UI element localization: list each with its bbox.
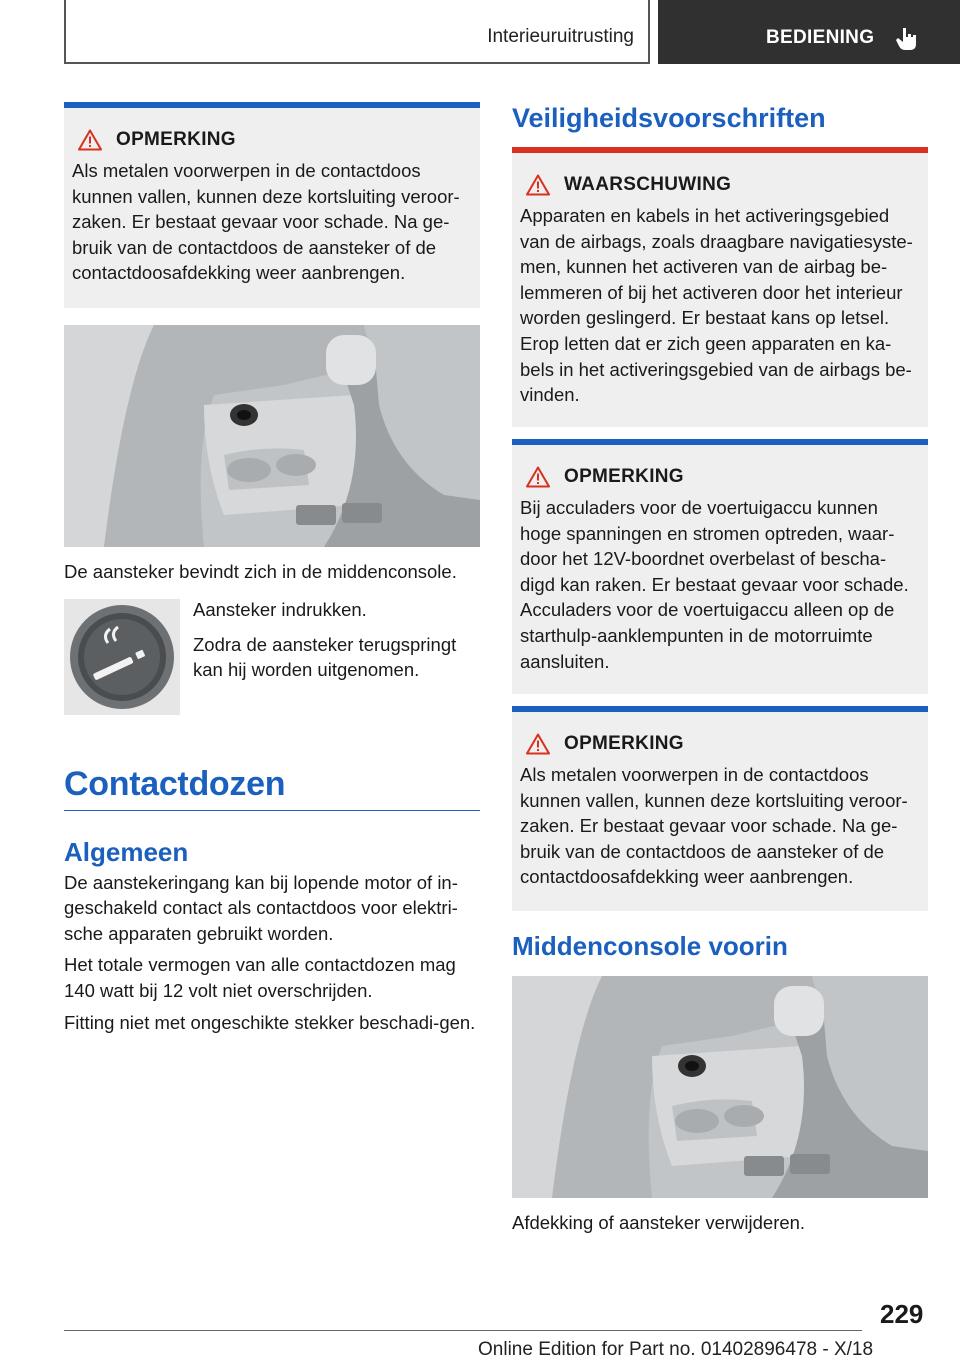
warning-label: WAARSCHUWING [564, 174, 732, 195]
note-label: OPMERKING [116, 129, 236, 150]
subheading-middenconsole-voorin: Middenconsole voorin [512, 931, 788, 961]
header-section-tab [64, 0, 650, 64]
heading-contactdozen: Contactdozen [64, 765, 480, 811]
console-illustration [64, 325, 480, 547]
warning-box [512, 147, 928, 427]
paragraph-3: Fitting niet met ongeschikte stekker beschadi-gen. [64, 1011, 476, 1033]
photo-caption: De aansteker bevindt zich in de middenconsole. [64, 561, 457, 582]
header-section-title: Interieuruitrusting [487, 26, 634, 47]
step-remove-lighter: Zodra de aansteker terugspringt kan hij worden uitgenomen. [193, 633, 457, 681]
page-number: 229 [880, 1299, 924, 1329]
warning-triangle-icon [526, 466, 550, 488]
note-header [72, 128, 472, 152]
note-header [520, 732, 920, 756]
lighter-photo [64, 599, 180, 715]
header-chapter-title: BEDIENING [766, 27, 875, 48]
footer-divider [64, 1330, 862, 1331]
note-header [520, 465, 920, 489]
photo-caption-2: Afdekking of aansteker verwijderen. [512, 1212, 806, 1233]
step-press-lighter: Aansteker indrukken. [193, 598, 367, 620]
note-text: Als metalen voorwerpen in de contactdoos kunnen vallen, kunnen deze kortsluiting veroor-zaken. Er bestaat gevaar voor schade. Na ge-bruik van de contactdoos de aansteker of de contactdoosafdekking weer aanbrengen. [520, 764, 908, 888]
paragraph-1: De aanstekeringang kan bij lopende motor of in-geschakeld contact als contactdoos voor elektri-sche apparaten gebruikt worden. [64, 871, 458, 944]
paragraph-2: Het totale vermogen van alle contactdozen mag 140 watt bij 12 volt niet overschrijden. [64, 954, 456, 1001]
note-text: Bij acculaders voor de voertuigaccu kunnen hoge spanningen en stromen optreden, waar-door het 12V-boordnet overbelast of bescha-digd kan raken. Er bestaat gevaar voor schade. Acculaders voor de voertuigaccu alleen op de starthulp-aanklempunten in de motorruimte aansluiten. [520, 497, 909, 672]
note-box-2 [512, 439, 928, 694]
console-illustration [512, 976, 928, 1198]
warning-text: Apparaten en kabels in het activeringsgebied van de airbags, zoals draagbare navigatiesyste-men, kunnen het activeren van de airbag be-lemmeren of bij het activeren door het interieur worden geslingerd. Er bestaat kans op letsel. Erop letten dat er zich geen apparaten en ka-bels in het activeringsgebied van de airbags be-vinden. [520, 205, 913, 406]
warning-triangle-icon [526, 174, 550, 196]
note-text: Als metalen voorwerpen in de contactdoos kunnen vallen, kunnen deze kortsluiting veroor-zaken. Er bestaat gevaar voor schade. Na ge-bruik van de contactdoos de aansteker of de contactdoosafdekking weer aanbrengen. [72, 160, 460, 284]
right-column [512, 102, 928, 1236]
note-label: OPMERKING [564, 733, 684, 754]
left-column [64, 102, 480, 1035]
subheading-algemeen: Algemeen [64, 836, 189, 867]
header-chapter-tab [658, 0, 960, 64]
note-box-1 [64, 102, 480, 308]
lighter-step-block [64, 599, 480, 725]
footer-edition: Online Edition for Part no. 01402896478 - X/18 [478, 1339, 874, 1360]
hand-pointer-icon [894, 26, 920, 52]
warning-triangle-icon [78, 129, 102, 151]
note-box-3 [512, 706, 928, 911]
cigarette-lighter-icon [64, 599, 180, 715]
warning-header [520, 173, 920, 197]
warning-triangle-icon [526, 733, 550, 755]
heading-veiligheidsvoorschriften: Veiligheidsvoorschriften [512, 103, 826, 133]
note-label: OPMERKING [564, 466, 684, 487]
console-photo-2 [512, 976, 928, 1198]
console-photo [64, 325, 480, 547]
